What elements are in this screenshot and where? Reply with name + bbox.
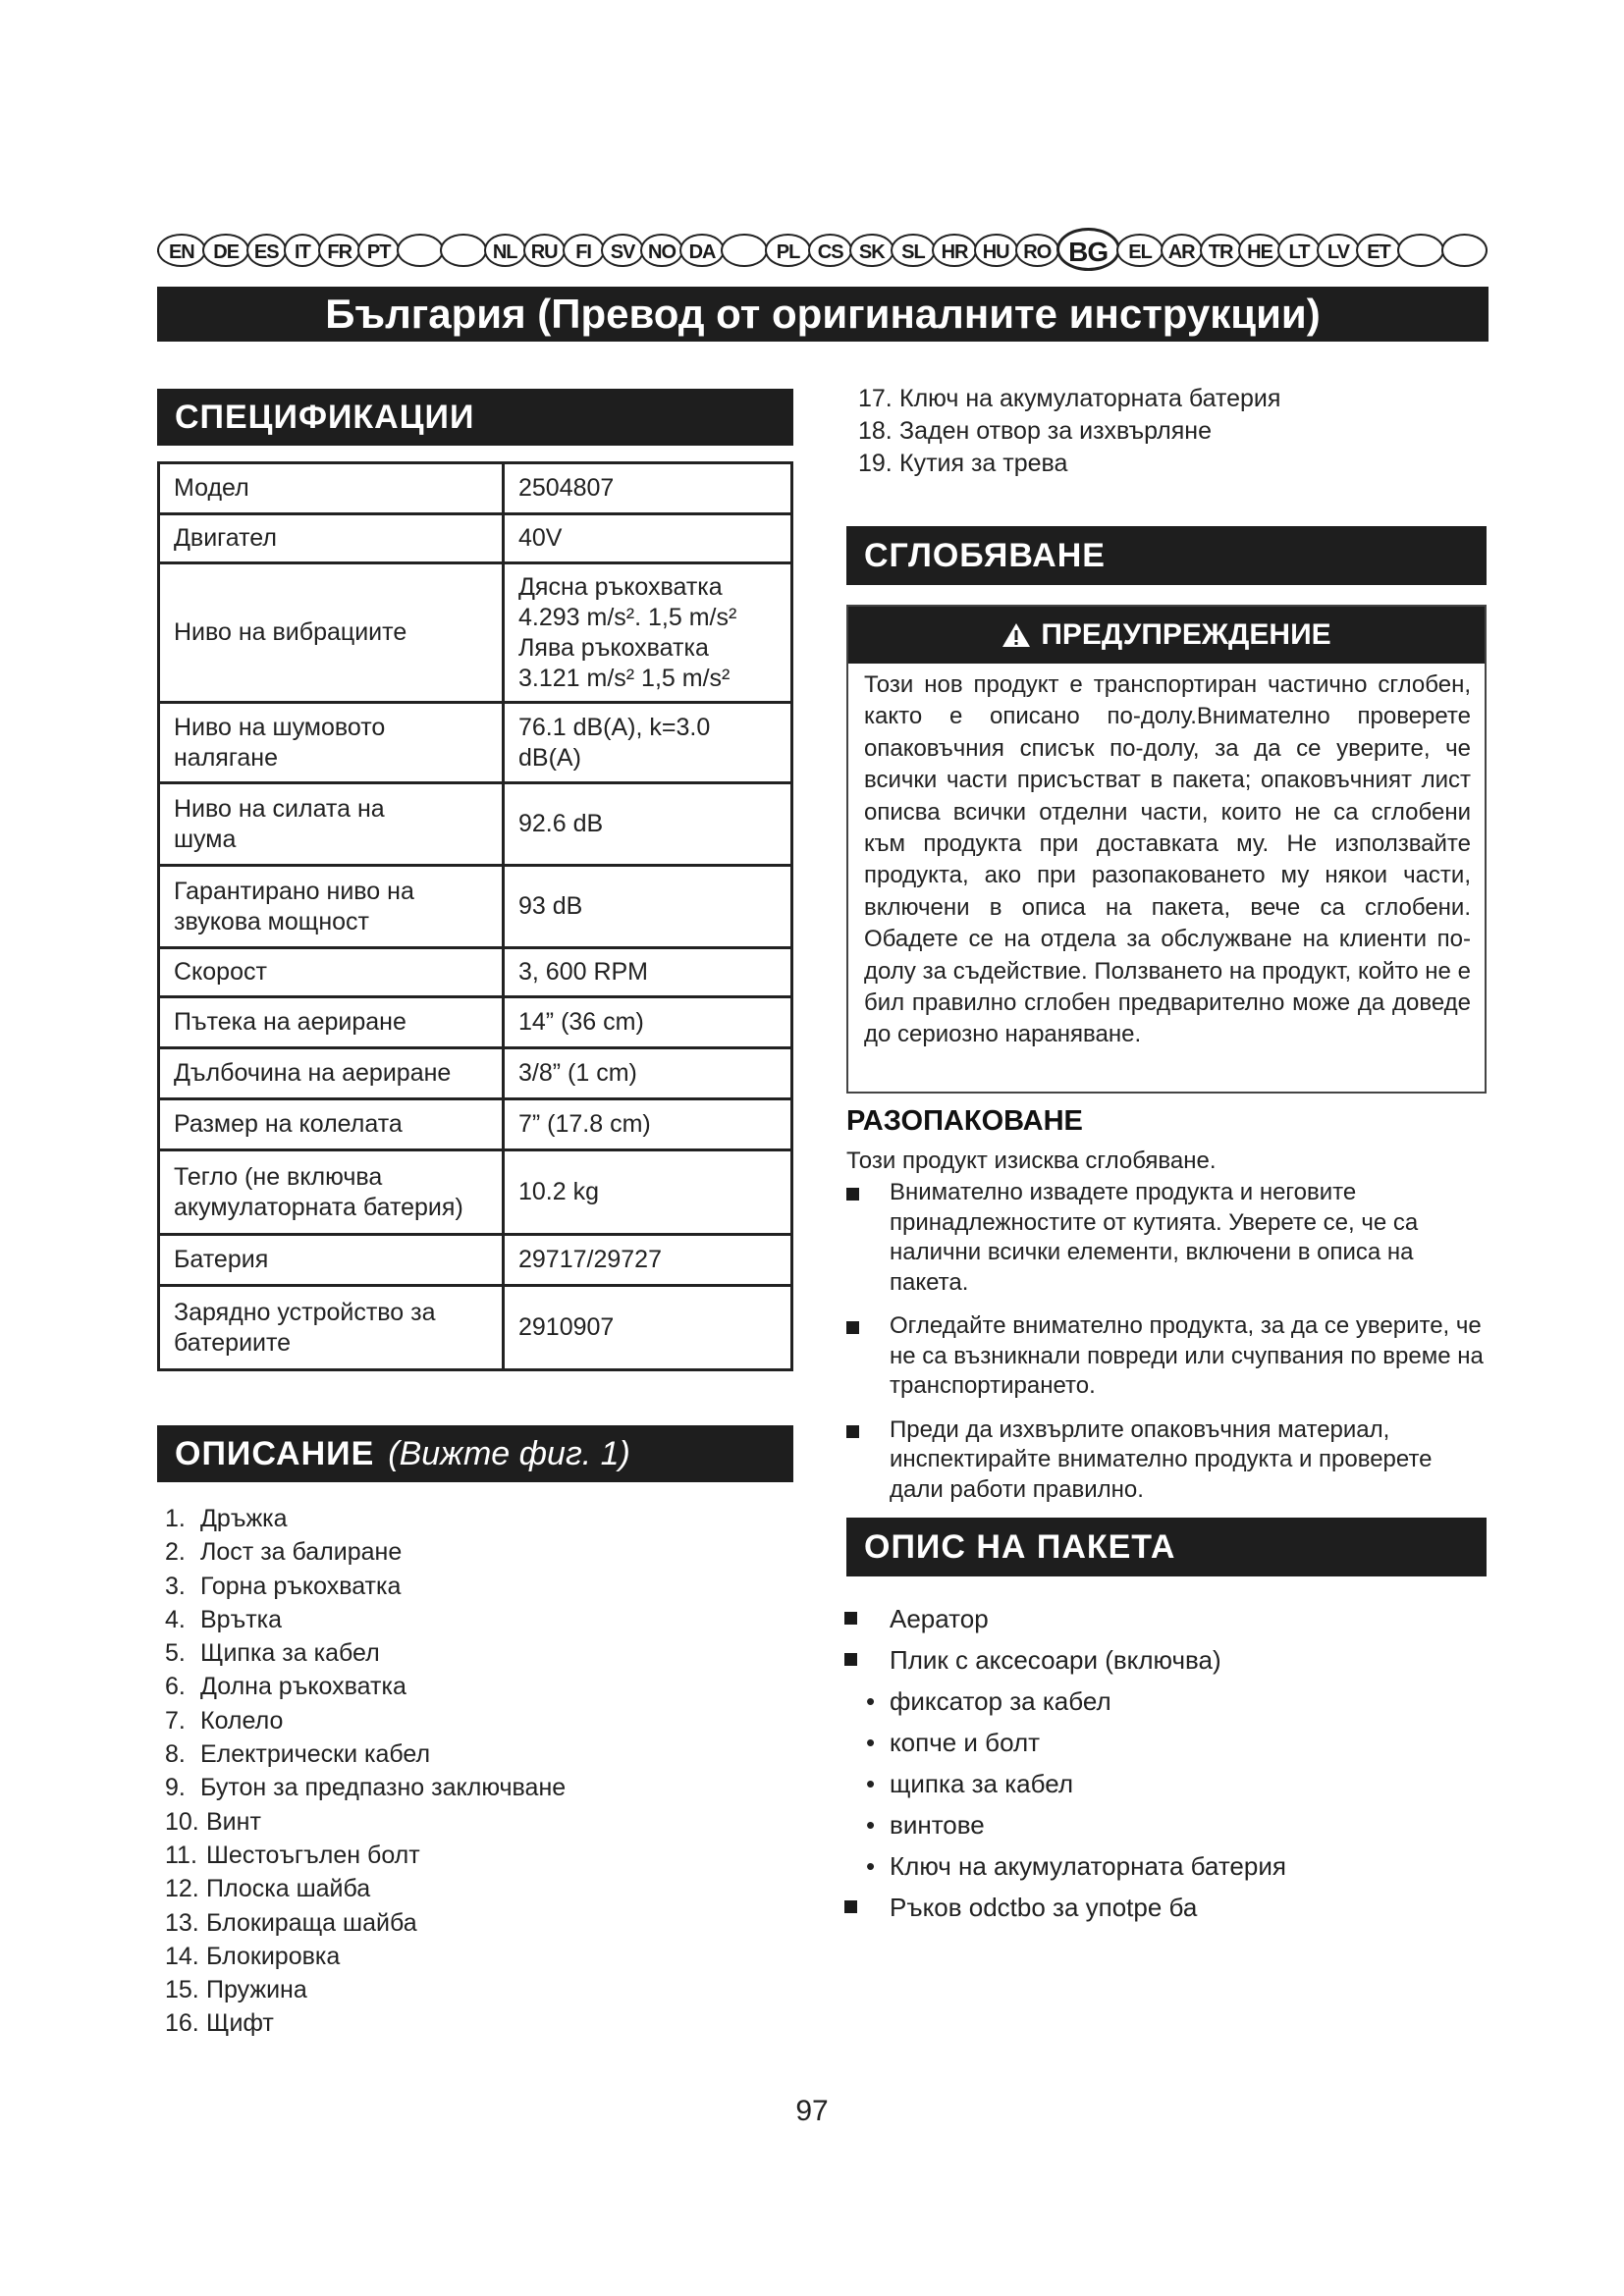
specs-heading xyxy=(157,389,793,446)
description-item-number: 7. xyxy=(165,1706,186,1735)
description-list xyxy=(165,1502,566,2041)
description-item-text: Долна ръкохватка xyxy=(200,1673,406,1701)
package-sub-item xyxy=(844,1681,1286,1722)
spec-value: 40V xyxy=(504,514,792,563)
assembly-heading xyxy=(846,526,1487,585)
description-item-number: 13. xyxy=(165,1908,199,1937)
language-tab: EN xyxy=(157,234,206,267)
description-item-text: Лост за балиране xyxy=(200,1538,403,1567)
language-tab: TR xyxy=(1200,234,1242,267)
warning-text: Този нов продукт е транспортиран частично сглобен, както е описано по-долу.Внимателно проверете опаковъчния списък по-долу, за да се уверите, че всички части присъстват в пакета; опаковъчният лист описва всички отделни части, които не са сглобени към продукта при доставката му. Не използвайте продукта, ако при разопаковането му някои части, включени в описа на пакета, вече са сглобени. Обадете се на отдела за обслужване на клиенти по-долу за съдействие. Ползването на продукт, който не е бил правилно сглобен предварително може да доведе до сериозно нараняване. xyxy=(864,671,1471,1048)
package-sub-item-text: копче и болт xyxy=(890,1728,1041,1757)
package-item-manual: Ръков odctbo за упоtpe ба xyxy=(890,1893,1198,1922)
language-tab: RU xyxy=(523,234,566,267)
bullet-square xyxy=(844,1612,857,1625)
spec-value: 7” (17.8 cm) xyxy=(504,1099,792,1150)
unpacking-intro: Този продукт изисква сглобяване. xyxy=(846,1148,1217,1174)
description-item-number: 9. xyxy=(165,1774,186,1802)
spec-row xyxy=(159,703,792,783)
unpacking-heading: РАЗОПАКОВАНЕ xyxy=(846,1105,1083,1137)
description-item-text: Врътка xyxy=(200,1605,283,1633)
description-item-text: Щипка за кабел xyxy=(200,1639,380,1668)
description-item-text: Дръжка xyxy=(200,1505,288,1532)
spec-value: 3/8” (1 cm) xyxy=(504,1048,792,1099)
bullet-dot: • xyxy=(866,1686,876,1716)
unpacking-list xyxy=(846,1178,1485,1519)
language-tab: AR xyxy=(1161,234,1203,267)
package-sub-item-text: фиксатор за кабел xyxy=(890,1686,1111,1716)
language-tab: FR xyxy=(318,234,360,267)
package-sub-item-text: винтове xyxy=(890,1810,985,1840)
description-item-number: 18. xyxy=(858,417,893,445)
language-tab: LT xyxy=(1277,234,1320,267)
description-item-text: Колело xyxy=(200,1706,284,1735)
spec-label: Двигател xyxy=(159,514,504,563)
description-item xyxy=(165,1839,566,1872)
spec-value: 3, 600 RPM xyxy=(504,948,792,997)
description-item-number: 3. xyxy=(165,1572,186,1600)
spec-value: 93 dB xyxy=(504,866,792,948)
package-sub-item xyxy=(844,1722,1286,1763)
spec-row xyxy=(159,463,792,514)
language-tab: PT xyxy=(357,234,400,267)
spec-row xyxy=(159,514,792,563)
description-item xyxy=(858,448,1280,480)
description-item-text: Плоска шайба xyxy=(206,1875,371,1903)
spec-row xyxy=(159,1286,792,1370)
bullet-square xyxy=(846,1425,859,1438)
description-item-number: 19. xyxy=(858,450,893,477)
description-item xyxy=(165,1670,566,1703)
language-tab: ES xyxy=(246,234,287,267)
spec-label: Пътека на аериране xyxy=(159,997,504,1048)
description-item-text: Ключ на акумулаторната батерия xyxy=(899,385,1281,412)
description-item xyxy=(165,1570,566,1603)
package-list xyxy=(844,1598,1286,1928)
bullet-square xyxy=(846,1321,859,1334)
description-item xyxy=(165,1737,566,1771)
language-tab: HR xyxy=(932,234,976,267)
description-heading xyxy=(157,1425,793,1482)
description-item-number: 2. xyxy=(165,1538,186,1567)
spec-label: Скорост xyxy=(159,948,504,997)
description-item-number: 6. xyxy=(165,1673,186,1701)
description-heading-note: (Вижте фиг. 1) xyxy=(388,1434,630,1472)
spec-table xyxy=(157,461,793,1371)
description-item-text: Електрически кабел xyxy=(200,1740,431,1769)
description-item-text: Блокираща шайба xyxy=(206,1908,417,1937)
unpacking-bullet xyxy=(846,1178,1485,1298)
spec-value: 76.1 dB(A), k=3.0 dB(A) xyxy=(504,703,792,783)
description-heading-text: ОПИСАНИЕ xyxy=(175,1434,375,1472)
spec-row xyxy=(159,1099,792,1150)
spec-row xyxy=(159,563,792,703)
warning-triangle-icon xyxy=(1001,621,1031,649)
language-tab xyxy=(1397,234,1444,267)
spec-value: 2504807 xyxy=(504,463,792,514)
spec-value: Дясна ръкохватка 4.293 m/s². 1,5 m/s² Лява ръкохватка 3.121 m/s² 1,5 m/s² xyxy=(504,563,792,703)
language-tab xyxy=(1441,234,1489,267)
package-sub-item-text: щипка за кабел xyxy=(890,1769,1074,1798)
bullet-square xyxy=(844,1653,857,1666)
language-tabs xyxy=(157,232,1485,271)
spec-label: Ниво на силата на шума xyxy=(159,783,504,866)
package-item-aerator: Аератор xyxy=(890,1604,989,1633)
specs-heading-text: СПЕЦИФИКАЦИИ xyxy=(175,398,475,436)
package-sub-item xyxy=(844,1763,1286,1804)
description-item-text: Кутия за трева xyxy=(899,450,1068,477)
description-item-number: 15. xyxy=(165,1976,199,2004)
language-tab xyxy=(721,234,768,267)
spec-value: 29717/29727 xyxy=(504,1235,792,1286)
spec-label: Ниво на шумовото налягане xyxy=(159,703,504,783)
description-item xyxy=(858,415,1280,448)
spec-row xyxy=(159,866,792,948)
language-tab: NL xyxy=(484,234,526,267)
page-title: България (Превод от оригиналните инструкции) xyxy=(157,287,1489,342)
spec-label: Ниво на вибрациите xyxy=(159,563,504,703)
bullet-dot: • xyxy=(866,1728,876,1757)
unpacking-bullet xyxy=(846,1415,1485,1506)
spec-value: 14” (36 cm) xyxy=(504,997,792,1048)
description-item xyxy=(165,1636,566,1670)
description-item xyxy=(858,383,1280,415)
spec-label: Зарядно устройство за батериите xyxy=(159,1286,504,1370)
description-item xyxy=(165,2006,566,2040)
warning-title: ПРЕДУПРЕЖДЕНИЕ xyxy=(1041,618,1331,651)
spec-value: 10.2 kg xyxy=(504,1150,792,1235)
description-item-number: 8. xyxy=(165,1740,186,1769)
description-item-text: Бутон за предпазно заключване xyxy=(200,1774,567,1802)
language-tab: EL xyxy=(1116,234,1164,267)
spec-label: Размер на колелата xyxy=(159,1099,504,1150)
description-item xyxy=(165,1906,566,1940)
description-item-text: Заден отвор за изхвърляне xyxy=(899,417,1213,445)
description-item-text: Винт xyxy=(206,1807,261,1836)
language-tab: FI xyxy=(563,234,605,267)
description-item-number: 14. xyxy=(165,1942,199,1970)
description-item xyxy=(165,1805,566,1839)
language-tab: PL xyxy=(765,234,812,267)
description-item-text: Щифт xyxy=(206,2009,274,2038)
language-tab xyxy=(397,234,444,267)
language-tab: SK xyxy=(849,234,893,267)
description-item xyxy=(165,1704,566,1737)
description-item-number: 4. xyxy=(165,1605,186,1633)
spec-value: 2910907 xyxy=(504,1286,792,1370)
description-item-number: 12. xyxy=(165,1875,199,1903)
description-item-number: 11. xyxy=(165,1841,197,1869)
unpacking-bullet-text: Преди да изхвърлите опаковъчния материал, инспектирайте внимателно продукта и проверете дали работи правилно. xyxy=(890,1415,1433,1503)
assembly-heading-text: СГЛОБЯВАНЕ xyxy=(864,536,1106,574)
package-item xyxy=(844,1639,1286,1681)
language-tab: NO xyxy=(640,234,682,267)
spec-label: Гарантирано ниво на звукова мощност xyxy=(159,866,504,948)
description-item-text: Шестоъгълен болт xyxy=(206,1841,420,1869)
language-tab: SL xyxy=(891,234,935,267)
package-item-accessories: Плик с аксесоари (включва) xyxy=(890,1645,1221,1675)
description-item-text: Блокировка xyxy=(206,1942,341,1970)
bullet-dot: • xyxy=(866,1810,876,1840)
language-tab: HE xyxy=(1238,234,1280,267)
spec-label: Тегло (не включва акумулаторната батерия) xyxy=(159,1150,504,1235)
description-item-number: 16. xyxy=(165,2009,199,2038)
description-item-number: 17. xyxy=(858,385,893,412)
description-item xyxy=(165,1872,566,1905)
bullet-square xyxy=(844,1900,857,1913)
language-tab: HU xyxy=(974,234,1018,267)
language-tab: DA xyxy=(679,234,724,267)
description-list-continued xyxy=(858,383,1280,480)
description-item xyxy=(165,1603,566,1636)
spec-row xyxy=(159,1150,792,1235)
language-tab xyxy=(440,234,487,267)
bullet-dot: • xyxy=(866,1851,876,1881)
language-tab: CS xyxy=(808,234,852,267)
language-tab: BG xyxy=(1056,228,1120,271)
description-item-text: Горна ръкохватка xyxy=(200,1572,402,1600)
spec-row xyxy=(159,1235,792,1286)
language-tab: LV xyxy=(1317,234,1359,267)
description-item xyxy=(165,1973,566,2006)
description-item-number: 1. xyxy=(165,1505,186,1532)
description-item-number: 5. xyxy=(165,1639,186,1668)
spec-row xyxy=(159,948,792,997)
package-heading-text: ОПИС НА ПАКЕТА xyxy=(864,1527,1176,1566)
package-heading xyxy=(846,1518,1487,1576)
package-sub-item xyxy=(844,1845,1286,1887)
warning-box xyxy=(846,605,1487,1094)
page-number: 97 xyxy=(795,2095,829,2127)
description-item xyxy=(165,1502,566,1535)
language-tab: RO xyxy=(1015,234,1059,267)
language-tab: DE xyxy=(202,234,249,267)
package-sub-item xyxy=(844,1804,1286,1845)
bullet-square xyxy=(846,1188,859,1201)
spec-row xyxy=(159,997,792,1048)
package-item xyxy=(844,1887,1286,1928)
spec-label: Батерия xyxy=(159,1235,504,1286)
spec-label: Дълбочина на аериране xyxy=(159,1048,504,1099)
description-item xyxy=(165,1940,566,1973)
language-tab: SV xyxy=(601,234,643,267)
language-tab: ET xyxy=(1356,234,1400,267)
spec-value: 92.6 dB xyxy=(504,783,792,866)
description-item xyxy=(165,1771,566,1804)
bullet-dot: • xyxy=(866,1769,876,1798)
unpacking-bullet-text: Огледайте внимателно продукта, за да се уверите, че не са възникнали повреди или счупвания по време на транспортирането. xyxy=(890,1312,1484,1399)
spec-label: Модел xyxy=(159,463,504,514)
package-sub-item-text: Ключ на акумулаторната батерия xyxy=(890,1851,1286,1881)
spec-row xyxy=(159,783,792,866)
unpacking-bullet-text: Внимателно извадете продукта и неговите принадлежностите от кутията. Уверете се, че са налични всички елементи, включени в описа на пакета. xyxy=(890,1179,1419,1296)
spec-row xyxy=(159,1048,792,1099)
language-tab: IT xyxy=(284,234,322,267)
description-item xyxy=(165,1535,566,1569)
unpacking-bullet xyxy=(846,1311,1485,1402)
warning-header xyxy=(848,607,1485,664)
description-item-text: Пружина xyxy=(206,1976,307,2004)
package-item xyxy=(844,1598,1286,1639)
description-item-number: 10. xyxy=(165,1807,199,1836)
